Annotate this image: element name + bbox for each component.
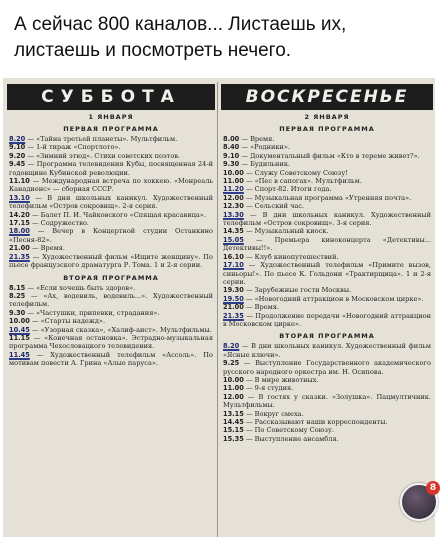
sunday-date: 2 ЯНВАРЯ	[304, 113, 350, 121]
listing-entry	[9, 227, 213, 244]
listing-entry	[9, 211, 213, 219]
listing-text: — Будильник.	[239, 160, 291, 169]
listing-text: — Клуб кинопутешествий.	[243, 252, 339, 261]
listing-time: 17.10	[223, 261, 244, 270]
listing-text: — 9-я студия.	[243, 384, 294, 393]
listing-time: 15.15	[223, 426, 244, 435]
listing-text: — «Конечная остановка». Эстрадно-музыкальная программа Чехословацкого телевидения.	[9, 333, 213, 351]
listing-text: — «Новогодний аттракцион в Московском цирке».	[243, 294, 424, 303]
listing-time: 18.00	[9, 227, 30, 236]
listing-time: 15.05	[223, 235, 244, 244]
listing-entry	[223, 435, 431, 443]
saturday-program2-list	[7, 284, 215, 368]
listing-entry	[223, 359, 431, 376]
listing-time: 10.00	[223, 168, 244, 177]
listing-time: 16.10	[223, 252, 244, 261]
listing-entry	[9, 143, 213, 151]
listing-text: — Время.	[29, 244, 65, 253]
listing-text: — Выступление ансамбля.	[243, 434, 339, 443]
listing-time: 21.35	[223, 311, 244, 320]
listing-entry	[9, 334, 213, 351]
listing-entry	[223, 253, 431, 261]
saturday-program1-title: ПЕРВАЯ ПРОГРАММА	[63, 125, 159, 133]
listing-time: 14.20	[9, 210, 30, 219]
listing-text: — «Частушки, припевки, страдания».	[25, 308, 160, 317]
sunday-column	[221, 78, 433, 537]
listing-text: — Продолжение передачи «Новогодний аттракцион в Московском цирке».	[223, 311, 431, 328]
sunday-program1-title: ПЕРВАЯ ПРОГРАММА	[279, 125, 375, 133]
listing-text: — В гостях у сказки. «Золушка». Пацмултичник. Мультфильмы.	[223, 392, 431, 410]
listing-text: — 1-й тираж «Спортлото».	[25, 143, 121, 152]
listing-entry	[223, 295, 431, 303]
listing-time: 19.50	[223, 294, 244, 303]
listing-entry	[223, 342, 431, 359]
saturday-column	[7, 78, 215, 537]
listing-time: 11.00	[223, 384, 244, 393]
column-divider	[217, 82, 218, 537]
listing-entry	[223, 169, 431, 177]
listing-entry	[9, 284, 213, 292]
sunday-program1-list	[221, 135, 433, 328]
listing-text: — Время.	[243, 303, 279, 312]
listing-time: 14.35	[223, 227, 244, 236]
listing-text: — Программа телевидения Кубы, посвященная 24-й годовщине Кубинской революции.	[9, 160, 213, 177]
listing-time: 21.00	[223, 303, 244, 312]
listing-entry	[223, 152, 431, 160]
listing-text: — Музыкальный киоск.	[243, 227, 329, 236]
listing-text: — Художественный телефильм «Примите вызов, синьоры!». По пьесе К. Гольдони «Трактирщица». 1 и 2-я серии.	[223, 261, 431, 286]
listing-time: 8.20	[223, 342, 240, 351]
listing-text: — В дни школьных каникул. Художественный телефильм «Остров сокровищ». 3-я серия.	[223, 210, 431, 228]
listing-entry	[9, 194, 213, 211]
listing-time: 11.45	[9, 350, 30, 359]
listing-entry	[223, 185, 431, 193]
newspaper-tv-listing-image	[3, 78, 435, 537]
listing-text: — Музыкальная программа «Утренняя почта».	[243, 193, 412, 202]
saturday-date: 1 ЯНВАРЯ	[88, 113, 134, 121]
listing-entry	[223, 312, 431, 329]
listing-text: — Документальный фильм «Кто в тереме живет?».	[239, 151, 420, 160]
listing-text: — Служу Советскому Союзу!	[243, 168, 348, 177]
listing-entry	[223, 135, 431, 143]
caption-line-2: листаешь и посмотреть нечего.	[14, 40, 292, 61]
listing-time: 15.35	[223, 434, 244, 443]
listing-time: 21.00	[9, 244, 30, 253]
listing-text: — В мире животных.	[243, 375, 319, 384]
listing-text: — «Узорная сказка», «Халиф-аист». Мультфильмы.	[29, 325, 212, 334]
listing-text: — В дни школьных каникул. Художественный фильм «Ясные ключи».	[223, 342, 431, 359]
listing-time: 9.30	[9, 308, 26, 317]
listing-entry	[223, 194, 431, 202]
notification-badge: 8	[426, 481, 440, 495]
sunday-program2-list	[221, 342, 433, 443]
listing-entry	[223, 202, 431, 210]
caption-line-1: А сейчас 800 каналов... Листаешь их,	[14, 14, 347, 35]
listing-text: — Зарубежные гости Москвы.	[243, 286, 352, 295]
listing-time: 8.20	[9, 135, 26, 143]
listing-time: 8.00	[223, 135, 240, 143]
listing-time: 13.15	[223, 409, 244, 418]
listing-time: 11.00	[223, 177, 244, 186]
listing-entry	[9, 317, 213, 325]
listing-time: 9.25	[223, 359, 240, 368]
listing-time: 10.45	[9, 325, 30, 334]
listing-text: — «Родники».	[239, 143, 291, 152]
listing-time: 9.20	[9, 151, 26, 160]
listing-entry	[9, 219, 213, 227]
listing-text: — Художественный телефильм «Ассоль». По мотивам повести А. Грина «Алые паруса».	[9, 350, 213, 368]
listing-entry	[223, 236, 431, 253]
listing-entry	[9, 160, 213, 177]
listing-time: 10.00	[9, 317, 30, 326]
listing-time: 9.10	[9, 143, 26, 152]
listing-entry	[9, 253, 213, 270]
listing-entry	[9, 244, 213, 252]
listing-time: 12.00	[223, 392, 244, 401]
listing-entry	[223, 143, 431, 151]
listing-time: 19.30	[223, 286, 244, 295]
listing-text: — Сельский час.	[243, 202, 305, 211]
listing-entry	[223, 211, 431, 228]
saturday-program1-list	[7, 135, 215, 270]
post-caption	[14, 12, 430, 64]
sunday-banner: ВОСКРЕСЕНЬЕ	[221, 84, 433, 110]
listing-time: 13.30	[223, 210, 244, 219]
saturday-banner: СУББОТА	[7, 84, 215, 110]
listing-text: — «Пес в сапогах». Мультфильм.	[243, 177, 362, 186]
listing-time: 17.15	[9, 219, 30, 228]
listing-time: 9.30	[223, 160, 240, 169]
listing-text: — Рассказывают наши корреспонденты.	[243, 418, 388, 426]
listing-entry	[223, 376, 431, 384]
saturday-program2-title: ВТОРАЯ ПРОГРАММА	[63, 273, 159, 282]
listing-text: — Выступление Государственного академического русского народного оркестра им. Н. Осипова.	[223, 359, 431, 376]
listing-time: 12.00	[223, 193, 244, 202]
listing-time: 12.30	[223, 202, 244, 211]
listing-text: — «Если хочешь быть здоров».	[25, 283, 136, 292]
listing-text: — По Советскому Союзу.	[243, 426, 334, 435]
listing-entry	[9, 309, 213, 317]
listing-entry	[223, 160, 431, 168]
listing-entry	[223, 393, 431, 410]
listing-text: — Балет П. И. Чайковского «Спящая красавица».	[29, 210, 206, 219]
listing-entry	[223, 286, 431, 294]
listing-text: — Вечер в Концертной студии Останкино «Песня-82».	[9, 227, 213, 244]
listing-entry	[223, 426, 431, 434]
listing-entry	[9, 292, 213, 309]
listing-time: 14.45	[223, 418, 244, 426]
listing-entry	[223, 261, 431, 286]
listing-entry	[223, 384, 431, 392]
listing-entry	[223, 303, 431, 311]
listing-entry	[223, 227, 431, 235]
listing-time: 9.45	[9, 160, 26, 169]
listing-text: — «Зимний этюд». Стихи советских поэтов.	[25, 151, 181, 160]
listing-text: — Вокруг смеха.	[243, 409, 304, 418]
listing-time: 9.10	[223, 151, 240, 160]
listing-time: 21.35	[9, 252, 30, 261]
listing-time: 11.10	[9, 177, 30, 186]
listing-text: — Спорт-82. Итоги года.	[243, 185, 332, 194]
listing-entry	[9, 135, 213, 143]
listing-entry	[9, 177, 213, 194]
listing-text: — Художественный фильм «Ищите женщину». По пьесе французского драматурга Р. Тома. 1 и 2-я серии.	[9, 252, 213, 270]
listing-text: — Содружество.	[29, 219, 89, 228]
listing-time: 11.20	[223, 185, 244, 194]
listing-text: — «Старты надежд».	[29, 317, 106, 326]
listing-text: — В дни школьных каникул. Художественный телефильм «Остров сокровищ». 2-я серия.	[9, 193, 213, 211]
listing-time: 8.15	[9, 283, 26, 292]
listing-time: 10.00	[223, 375, 244, 384]
listing-text: — «Тайна третьей планеты». Мультфильм.	[25, 135, 178, 143]
listing-entry	[223, 410, 431, 418]
listing-time: 11.15	[9, 333, 30, 342]
listing-entry	[223, 418, 431, 426]
sunday-program2-title: ВТОРАЯ ПРОГРАММА	[279, 332, 375, 341]
listing-entry	[9, 152, 213, 160]
listing-time: 8.25	[9, 291, 26, 300]
listing-time: 8.40	[223, 143, 240, 152]
listing-text: — «Ах, водевиль, водевиль...». Художественный телефильм.	[9, 291, 213, 309]
user-avatar[interactable]	[400, 483, 438, 521]
listing-entry	[9, 326, 213, 334]
listing-text: — Премьера киноконцерта «Детективы... Детективы!!».	[223, 235, 431, 253]
listing-time: 13.10	[9, 193, 30, 202]
listing-entry	[223, 177, 431, 185]
listing-entry	[9, 351, 213, 368]
listing-text: — Время.	[239, 135, 275, 143]
listing-text: — Международная встреча по хоккею. «Монреаль Канадиенс» — сборная СССР.	[9, 177, 213, 194]
